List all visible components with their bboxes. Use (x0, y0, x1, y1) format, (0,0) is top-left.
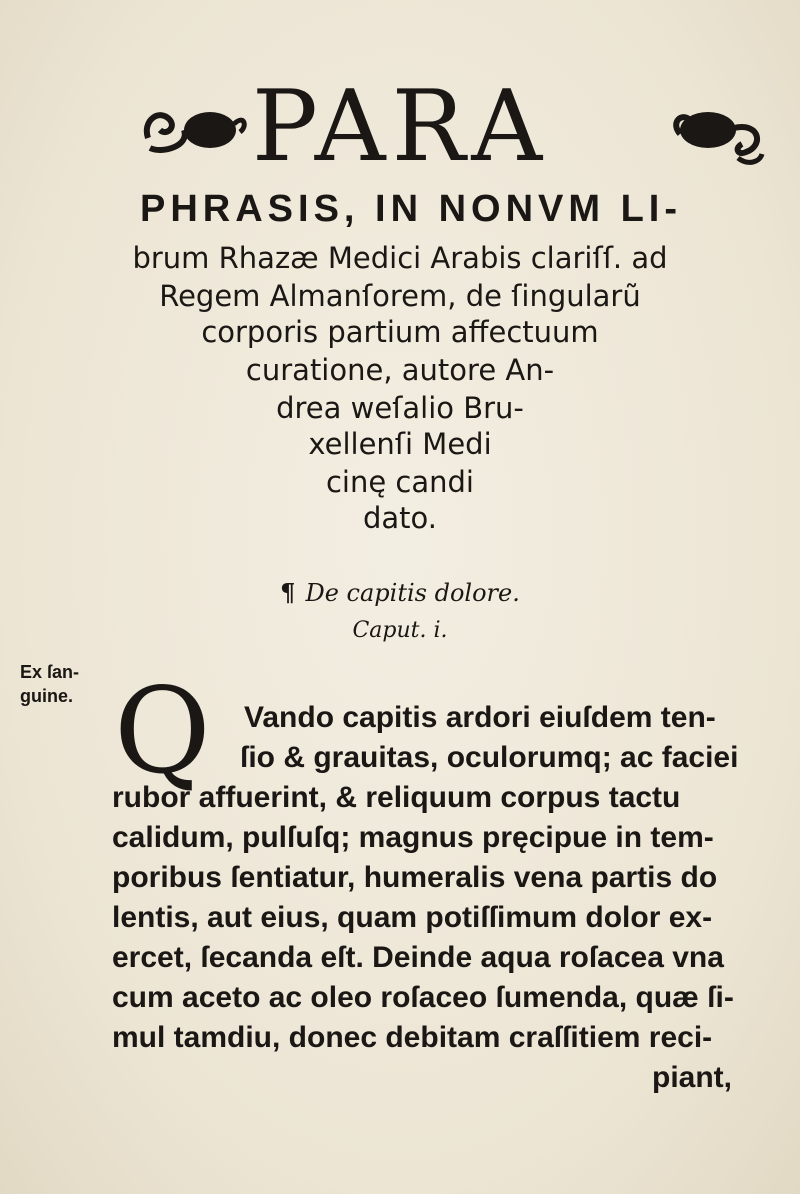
title-line: xellenſi Medi (308, 427, 492, 461)
pilcrow-icon: ¶ (280, 578, 296, 607)
title-line: dato. (362, 501, 437, 535)
body-line: poribus ſentiatur, humeralis vena partis do (112, 861, 718, 894)
title-line: brum Rhazæ Medici Arabis clariſſ. ad (132, 241, 668, 275)
section-heading (0, 578, 800, 607)
body-line: ſio & grauitas, oculorumq; ac faciei (240, 741, 739, 774)
title-line: drea weſalio Bru- (276, 391, 524, 425)
body-line: rubor affuerint, & reliquum corpus tactu (112, 781, 681, 814)
title-line: curatione, autore An- (245, 353, 555, 387)
body-line: cum aceto ac oleo roſaceo ſumenda, quæ ſi- (112, 981, 734, 1014)
body-line: mul tamdiu, donec debitam craſſitiem reci- (112, 1021, 713, 1054)
body-line: calidum, pulſuſq; magnus pręcipue in tem- (112, 821, 714, 854)
title-line: cinę candi (325, 465, 474, 499)
title-line: Regem Almanſorem, de ſingularũ (159, 279, 641, 313)
margin-note-line: guine. (20, 686, 73, 706)
title-subtitle: PHRASIS, IN NONVM LI- (140, 188, 683, 230)
drop-cap: Q (114, 662, 211, 800)
margin-note (20, 660, 100, 708)
margin-note-line: Ex ſan- (20, 662, 80, 682)
title-line: corporis partium affectuum (201, 315, 599, 349)
chapter-number: Caput. i. (352, 618, 448, 643)
body-line: piant, (652, 1061, 732, 1094)
body-line: ercet, ſecanda eſt. Deinde aqua roſacea vna (112, 941, 724, 974)
body-line: Vando capitis ardori eiuſdem ten- (244, 701, 716, 734)
section-heading-text: De capitis dolore. (305, 579, 520, 607)
body-line: lentis, aut eius, quam potiſſimum dolor ex- (112, 901, 713, 934)
page-title: PARA (251, 70, 549, 184)
